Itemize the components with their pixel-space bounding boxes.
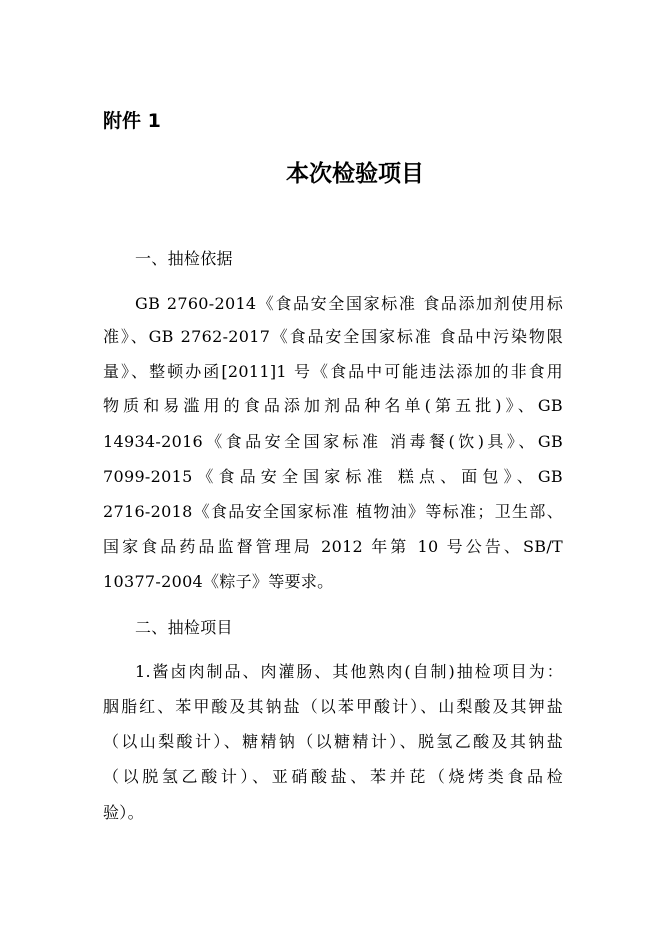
page-title: 本次检验项目	[286, 161, 424, 187]
items-line-1: 1.酱卤肉制品、肉灌肠、其他熟肉(自制)抽检项目为：	[135, 662, 563, 681]
section-heading-items: 二、抽检项目	[135, 618, 233, 637]
items-line-3: （以山梨酸计）、糖精钠（以糖精计）、脱氢乙酸及其钠盐	[103, 732, 563, 751]
basis-line-9: 10377-2004《粽子》等要求。	[103, 572, 334, 591]
items-line-4: （以脱氢乙酸计）、亚硝酸盐、苯并芘（烧烤类食品检	[103, 767, 563, 786]
basis-line-8: 国家食品药品监督管理局 2012 年第 10 号公告、SB/T	[103, 537, 563, 556]
section-heading-basis: 一、抽检依据	[135, 249, 233, 268]
items-line-2: 胭脂红、苯甲酸及其钠盐（以苯甲酸计）、山梨酸及其钾盐	[103, 697, 563, 716]
basis-line-2: 准》、GB 2762-2017《食品安全国家标准 食品中污染物限	[103, 327, 563, 346]
attachment-label: 附件 1	[103, 110, 161, 132]
basis-line-4: 物质和易滥用的食品添加剂品种名单(第五批)》、GB	[103, 396, 563, 415]
basis-line-1: GB 2760-2014《食品安全国家标准 食品添加剂使用标	[135, 294, 563, 313]
basis-line-3: 量》、整顿办函[2011]1 号《食品中可能违法添加的非食用	[103, 362, 563, 381]
basis-line-6: 7099-2015《食品安全国家标准 糕点、面包》、GB	[103, 467, 563, 486]
basis-line-7: 2716-2018《食品安全国家标准 植物油》等标准；卫生部、	[103, 502, 563, 521]
basis-line-5: 14934-2016《食品安全国家标准 消毒餐(饮)具》、GB	[103, 432, 563, 451]
items-line-5: 验）。	[103, 803, 144, 822]
